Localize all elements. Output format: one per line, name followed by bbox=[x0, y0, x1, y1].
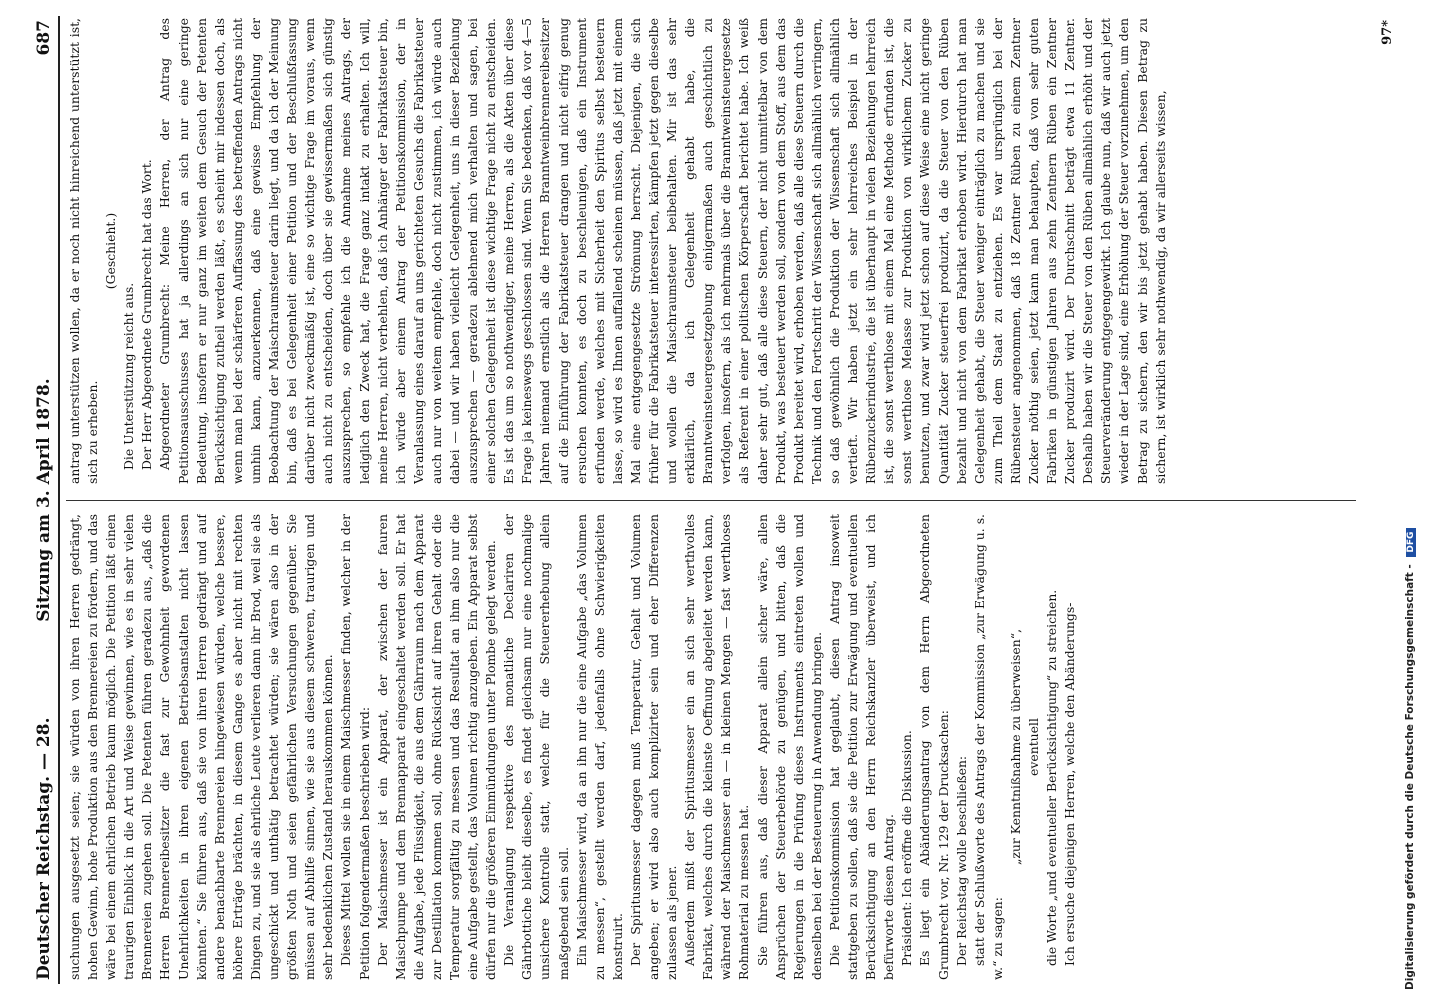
paragraph-eventuell: eventuell bbox=[1025, 718, 1041, 776]
paragraph: Ein Maischmesser wird, da an ihn nur die eine Aufgabe „das Volumen zu messen“, gestellt werden darf, jedenfalls ohne Schwierigkeiten konstruirt. bbox=[573, 514, 625, 980]
paragraph: statt der Schlußworte des Antrags der Kommission „zur Erwägung u. s. w.“ zu sagen: bbox=[971, 514, 1005, 980]
dfg-logo: DFG bbox=[1406, 528, 1416, 557]
paragraph-quote: „zur Kenntnißnahme zu überweisen“, bbox=[1007, 628, 1023, 866]
paragraph-president: Präsident: Ich eröffne die Diskussion. bbox=[899, 730, 915, 966]
paragraph-action: (Geschieht.) bbox=[103, 212, 119, 290]
paragraph: Der Herr Abgeordnete Grumbrecht hat das Wort. bbox=[139, 159, 155, 470]
header-publication: Deutscher Reichstag. — 28. bbox=[34, 717, 54, 980]
paragraph: Sie führen aus, daß dieser Apparat allein sicher wäre, allen Ansprüchen der Steuerbehörde zu genügen, und bitten, daß die Regierungen in die Prüfung dieses Instruments eintreten wollen und denselben bei der Besteuerung in Anwendung bringen. bbox=[754, 514, 824, 980]
paragraph: Es liegt ein Abänderungsantrag von dem Herrn Abgeordneten Grumbrecht vor, Nr. 129 der Drucksachen: bbox=[917, 514, 951, 980]
paragraph: antrag unterstützen wollen, da er noch nicht hinreichend unterstützt ist, sich zu erheben. bbox=[67, 18, 101, 484]
credit-text: Digitalisierung gefördert durch die Deutsche Forschungsgemeinschaft - bbox=[1404, 564, 1416, 990]
paragraph: suchungen ausgesetzt seien; sie würden von ihren Herren gedrängt, hohen Gewinn, hohe Produktion aus den Brennereien zu fördern, und das wäre bei einem ehrlichen Betrieb kaum möglich. Die Petition läßt einen traurigen Einblick in die Art und Weise gewinnen, wie es in sehr vielen Brennereien zugehen soll. Die Petenten führen geradezu aus, „daß die Herren Brennereibesitzer die fast zur Gewohnheit gewordenen Unehrlichkeiten in ihren eigenen Betriebsanstalten nicht lassen könnten.“ Sie führen aus, daß sie von ihren Herren gedrängt und auf andere benachbarte Brennereien hingewiesen würden, welche bessere, höhere Erträge brächten, in diesem Gange es aber nicht mit rechten Dingen zu, und sie als ehrliche Leute verlieren dann ihr Brod, weil sie als ungeschickt und unthätig betrachtet würden; sie wären also in der größten Noth und seien gefährlichen Versuchungen gegenüber. Sie müssen auf Abhilfe sinnen, wie sie aus diesem schweren, traurigen und sehr bedenklichen Zustand herauskommen können. bbox=[67, 514, 336, 980]
left-column bbox=[66, 514, 1366, 980]
paragraph: Die Veranlagung respektive des monatliche Declariren der Gährbottiche bleibt dieselbe, es findet gleichsam nur eine nochmalige unsichere Kontrolle statt, welche für die Steuererhebung allein maßgebend sein soll. bbox=[501, 514, 571, 980]
column-divider bbox=[66, 500, 1356, 501]
digitization-credit bbox=[1404, 170, 1416, 990]
header-page-number: 687 bbox=[34, 20, 54, 56]
page-header bbox=[26, 16, 60, 984]
right-column bbox=[66, 18, 1366, 484]
paragraph: Die Unterstützung reicht aus. bbox=[121, 282, 137, 470]
paragraph: Der Reichstag wolle beschließen: bbox=[953, 755, 969, 966]
paragraph: Außerdem mißt der Spiritusmesser ein an sich sehr werthvolles Fabrikat, welches durch die kleinste Oeffnung abgeleitet werden kann, während der Maischmesser ein — in kleinen Mengen — fast werthloses Rohmaterial zu messen hat. bbox=[682, 514, 752, 980]
paragraph: Ich ersuche diejenigen Herren, welche den Abänderungs- bbox=[1062, 602, 1078, 966]
paragraph: Dieses Mittel wollen sie in einem Maischmesser finden, welcher in der Petition folgendermaßen beschrieben wird: bbox=[338, 514, 372, 980]
paragraph: Der Maischmesser ist ein Apparat, der zwischen der fauren Maischpumpe und dem Brennapparat eingeschaltet werden soll. Er hat die Aufgabe, jede Flüssigkeit, die aus dem Gährraum nach dem Apparat zur Destillation kommen soll, ohne Rücksicht auf ihren Gehalt oder die Temperatur sorgfältig zu messen und das Resultat an ihm also nur die eine Aufgabe gestellt, das Volumen richtig anzugeben. Ein Apparat selbst dürfen nur die größeren Einmündungen unter Plombe gelegt werden. bbox=[374, 514, 499, 980]
header-session: Sitzung am 3. April 1878. bbox=[34, 378, 54, 622]
paragraph: Die Petitionskommission hat geglaubt, diesen Antrag insoweit stattgeben zu sollen, daß sie die Petition zur Erwägung und eventuellen Berücksichtigung an den Herrn Reichskanzler überweist, und ich befürworte diesen Antrag. bbox=[826, 514, 897, 980]
paragraph-speech: Abgeordneter Grumbrecht: Meine Herren, der Antrag des Petitionsausschusses hat ja allerdings an sich nur eine geringe Bedeutung, insofern er nur ganz im weiten dem Gesuch der Petenten Berücksichtigung zutheil werden läßt, es scheint mir indessen doch, als wenn man bei der schärferen Auffassung des betreffenden Antrags nicht umhin kann, anzuerkennen, daß eine gewisse Empfehlung der Beobachtung der Maischraumsteuer darin liegt, und da ich der Meinung bin, daß es bei Gelegenheit einer Petition und der Beschlußfassung darüber nicht zweckmäßig ist, eine so wichtige Frage im voraus, wenn auch nicht zu entscheiden, doch über sie gewissermaßen sich günstig auszusprechen, so empfehle ich die Annahme meines Antrags, der lediglich den Zweck hat, die Frage ganz intakt zu erhalten. Ich will, meine Herren, nicht verhehlen, daß ich Anhänger der Fabrikatsteuer bin, ich würde aber einem Antrag der Petitionskommission, der in Veranlassung eines darauf an uns gerichteten Gesuchs die Fabrikatsteuer auch nur von weitem empfehle, doch nicht zustimmen, ich würde auch dabei — und wir haben vielleicht Gelegenheit, uns in dieser Beziehung auszusprechen — geradezu ablehnend mich verhalten und sagen, bei einer solchen Gelegenheit ist diese wichtige Frage nicht zu entscheiden. Es ist das um so nothwendiger, meine Herren, als die Akten über diese Frage ja keineswegs geschlossen sind. Wenn Sie bedenken, daß vor 4—5 Jahren niemand ernstlich als die Herren Branntweinbrennereibesitzer auf die Einführung der Fabrikatsteuer drangen und nicht eifrig genug ersuchen konnten, es doch zu beschleunigen, daß ein Instrument erfunden werde, welches mit Sicherheit den Spiritus selbst besteuern lasse, so wird es Ihnen auffallend scheinen müssen, daß jetzt mit einem Mal eine entgegengesetzte Strömung herrscht. Diejenigen, die sich früher für die Fabrikatsteuer interessirten, kämpfen jetzt gegen dieselbe und wollen die Maischraumsteuer beibehalten. Mir ist das sehr erklärlich, da ich Gelegenheit gehabt habe, die Branntweinsteuergesetzgebung einigermaßen auch geschichtlich zu verfolgen, insofern, als ich mehrmals über die Branntweinsteuergesetze als Referent in einer politischen Körperschaft berichtet habe. Ich weiß daher sehr gut, daß alle diese Steuern, der nicht unmittelbar von dem Produkt, was besteuert werden soll, sondern von dem Stoff, aus dem das Produkt bereitet wird, erhoben werden, daß alle diese Steuern durch die Technik und den Fortschritt der Wissenschaft sich allmählich verringern, so daß gewöhnlich die Produktion der Wissenschaft sich allmählich vertieft. Wir haben jetzt ein sehr lehrreiches Beispiel in der Rübenzuckerindustrie, die ist überhaupt in vielen Beziehungen lehrreich ist, die sonst werthlose mit einem Mal eine Methode erfunden ist, die sonst werthlose Melasse zur Produktion von wirklichem Zucker zu benutzen, und zwar wird jetzt schon auf diese Weise eine nicht geringe Quantität Zucker steuerfrei produzirt, da die Steuer von den Rüben bezahlt und nicht von dem Fabrikat erhoben wird. Hierdurch hat man Gelegenheit gehabt, die Steuer weniger einträglich zu machen und sie zum Theil dem Staat zu entziehen. Es war ursprünglich bei der Rübensteuer angenommen, daß 18 Zentner Rüben zu einem Zentner Zucker nöthig seien, jetzt kann man behaupten, daß von sehr guten Fabriken in günstigen Jahren aus zehn Zentnern Rüben ein Zentner Zucker produzirt wird. Der Durchschnitt beträgt etwa 11 Zentner. Deshalb haben wir die Steuer von den Rüben allmählich erhöht und der Steuerveränderung entgegengewirkt. Ich glaube nun, daß wir auch jetzt wieder in der Lage sind, eine Erhöhung der Steuer vorzunehmen, um den Betrag zu sichern, den wir bis jetzt gehabt haben. Diesen Betrag zu sichern, ist wirklich sehr nothwendig, da wir allerseits wissen, bbox=[157, 18, 1168, 484]
paragraph: die Worte „und eventueller Berücksichtigung“ zu streichen. bbox=[1044, 589, 1060, 966]
paragraph: Der Spiritusmesser dagegen muß Temperatur, Gehalt und Volumen angeben; er wird also auch komplizirter sein und eher Differenzen zulassen als jener. bbox=[627, 514, 680, 980]
page-footer-signature: 97* bbox=[1380, 20, 1395, 45]
